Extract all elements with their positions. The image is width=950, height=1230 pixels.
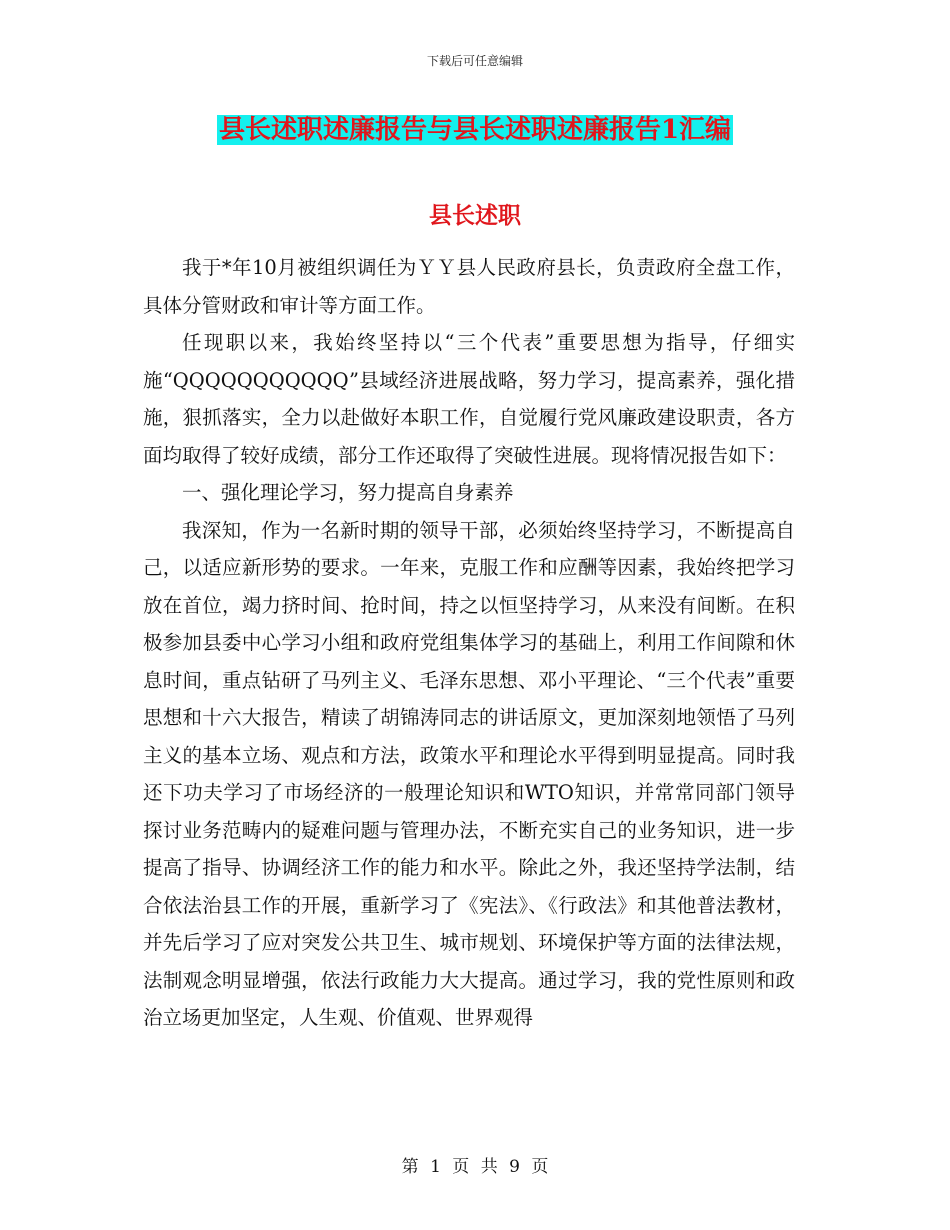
document-body [143, 249, 795, 1037]
section-heading: 县长述职 [429, 202, 521, 229]
document-title [0, 113, 950, 147]
body-paragraph: 我于*年10月被组织调任为ＹＹ县人民政府县长，负责政府全盘工作，具体分管财政和审计等方面工作。 [143, 256, 795, 317]
body-paragraph: 我深知，作为一名新时期的领导干部，必须始终坚持学习，不断提高自己，以适应新形势的要求。一年来，克服工作和应酬等因素，我始终把学习放在首位，竭力挤时间、抢时间，持之以恒坚持学习，从来没有间断。在积极参加县委中心学习小组和政府党组集体学习的基础上，利用工作间隙和休息时间，重点钻研了马列主义、毛泽东思想、邓小平理论、“三个代表”重要思想和十六大报告，精读了胡锦涛同志的讲话原文，更加深刻地领悟了马列主义的基本立场、观点和方法，政策水平和理论水平得到明显提高。同时我还下功夫学习了市场经济的一般理论知识和WTO知识，并常常同部门领导探讨业务范畴内的疑难问题与管理办法，不断充实自己的业务知识，进一步提高了指导、协调经济工作的能力和水平。除此之外，我还坚持学法制，结合依法治县工作的开展，重新学习了《宪法》、《行政法》和其他普法教材，并先后学习了应对突发公共卫生、城市规划、环境保护等方面的法律法规，法制观念明显增强，依法行政能力大大提高。通过学习，我的党性原则和政治立场更加坚定，人生观、价值观、世界观得 [143, 518, 795, 1029]
body-paragraph: 任现职以来，我始终坚持以“三个代表”重要思想为指导，仔细实施“QQQQQQQQQQQ”县域经济进展战略，努力学习，提高素养，强化措施，狠抓落实，全力以赴做好本职工作，自觉履行党风廉政建设职责，各方面均取得了较好成绩，部分工作还取得了突破性进展。现将情况报告如下： [143, 331, 795, 467]
document-title-text: 县长述职述廉报告与县长述职述廉报告1汇编 [218, 115, 732, 145]
page-header-note: 下载后可任意编辑 [426, 54, 523, 68]
body-paragraph-subheading: 一、强化理论学习，努力提高自身素养 [182, 481, 514, 504]
page-footer-number: 第 1 页 共 9 页 [401, 1157, 549, 1177]
